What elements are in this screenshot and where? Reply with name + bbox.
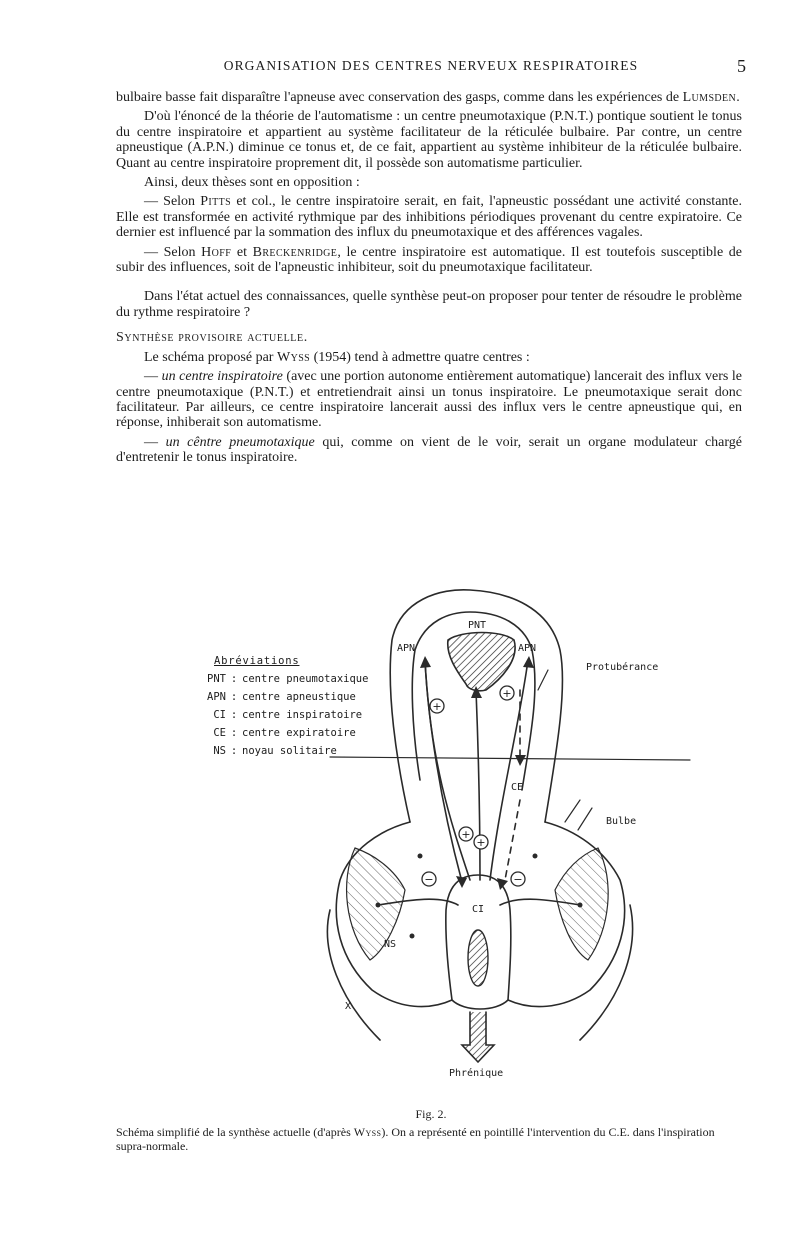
- sign-label: +: [502, 687, 512, 700]
- phrenic-nerve: [462, 1012, 494, 1062]
- pathway-apn-left-down: [425, 660, 462, 882]
- paragraph: — un cêntre pneumotaxique qui, comme on vient de le voir, serait un organe modulateur chargé d'entretenir le tonus inspiratoire.: [116, 434, 742, 466]
- paragraph: Le schéma proposé par Wyss (1954) tend à admettre quatre centres :: [144, 349, 530, 365]
- label-protuberance: Protubérance: [586, 662, 659, 673]
- author-name: Pitts: [200, 194, 232, 210]
- sign-label: −: [424, 873, 434, 886]
- paragraph: Ainsi, deux thèses sont en opposition :: [144, 175, 360, 191]
- pathway-center-up: [476, 690, 480, 880]
- running-header: [116, 56, 746, 80]
- protuberance-marker: [538, 670, 548, 690]
- label-apn-right: APN: [518, 643, 537, 654]
- bulbe-marker: [565, 800, 592, 830]
- legend-row: CE : centre expiratoire: [213, 727, 356, 739]
- author-name: Wyss: [353, 1125, 382, 1139]
- emphasis: un cêntre pneumotaxique: [165, 434, 315, 450]
- sign-label: +: [476, 836, 486, 849]
- legend-title: Abréviations: [214, 655, 300, 667]
- caption-text: Schéma simplifié de la synthèse actuelle (d'après Wyss). On a représenté en pointillé l'intervention du C.E. dans l'inspiration supra-normale.: [116, 1125, 715, 1153]
- figure-caption: [116, 1107, 746, 1153]
- nuclei-dots: [376, 854, 583, 939]
- legend-row: NS : noyau solitaire: [213, 745, 337, 757]
- section-heading: Synthèse provisoire actuelle.: [116, 330, 308, 346]
- paragraph: — Selon Hoff et Breckenridge, le centre inspiratoire est automatique. Il est toutefois susceptible de subir des influences, soit de l'apneustic inhibiteur, soit du pneumotaxique facilitateur.: [116, 244, 743, 276]
- pnt-region: [448, 633, 515, 691]
- pathway-ce-down-dashed: [505, 800, 520, 880]
- legend-row: APN : centre apneustique: [207, 691, 356, 703]
- paragraph: — Selon Pitts et col., le centre inspiratoire serait, en fait, l'apneustic possédant une activité constante. Elle est transformée en activité rythmique par des inhibitions périodiques provenant du centre expiratoire. Ce dernier est influencé par la sommation des influx du pneumotaxique et des afférences vagales.: [116, 194, 743, 241]
- label-apn-left: APN: [397, 643, 416, 654]
- paragraph: — un centre inspiratoire (avec une portion autonome entièrement automatique) lancerait des influx vers le centre pneumotaxique (P.N.T.) et entretiendrait ainsi un tonus inspiratoire. Le pneumotaxique serait donc facilitateur. Par ailleurs, ce centre inspiratoire lancerait aussi des influx vers le centre apneustique qui, en réponse, inhiberait son automatisme.: [116, 369, 743, 431]
- running-title: ORGANISATION DES CENTRES NERVEUX RESPIRATOIRES: [223, 58, 639, 73]
- figure-number: Fig. 2.: [415, 1107, 447, 1121]
- legend-row: CI : centre inspiratoire: [213, 709, 363, 721]
- sign-label: +: [432, 700, 442, 713]
- label-ce: CE: [511, 782, 524, 793]
- abbreviations-legend: [198, 652, 378, 760]
- emphasis: un centre inspiratoire: [161, 369, 283, 385]
- author-name: Lumsden: [682, 90, 737, 105]
- paragraph: Dans l'état actuel des connaissances, quelle synthèse peut-on proposer pour tenter de résoudre le problème du rythme respiratoire ?: [116, 289, 742, 320]
- paragraph: bulbaire basse fait disparaître l'apneuse avec conservation des gasps, comme dans les expériences de Lumsden.: [116, 90, 740, 105]
- label-ns: NS: [384, 939, 397, 950]
- sign-label: −: [513, 873, 523, 886]
- arrowheads: [420, 656, 534, 890]
- page-number: 5: [737, 56, 746, 76]
- ci-nucleus: [468, 930, 488, 986]
- body-text: [116, 90, 742, 470]
- label-ci: CI: [472, 904, 485, 915]
- paragraph: D'où l'énoncé de la théorie de l'automatisme : un centre pneumotaxique (P.N.T.) pontique soutient le tonus du centre inspiratoire et appartient au système facilitateur de la réticulée bulbaire. Par contre, un centre apneustique (A.P.N.) diminue ce tonus et, de ce fait, appartient au système inhibiteur de la réticulée bulbaire. Quant au centre inspiratoire proprement dit, il possède son automatisme particulier.: [116, 109, 742, 171]
- sign-label: +: [461, 828, 471, 841]
- legend-row: PNT : centre pneumotaxique: [207, 673, 369, 685]
- author-name: Breckenridge: [252, 244, 338, 260]
- label-phrenique: Phrénique: [449, 1068, 504, 1079]
- label-x: X: [345, 1001, 352, 1012]
- pathway-left-up: [425, 660, 470, 880]
- label-bulbe: Bulbe: [606, 816, 637, 827]
- author-name: Wyss: [276, 349, 311, 365]
- label-pnt: PNT: [468, 620, 487, 631]
- author-name: Hoff: [201, 244, 232, 260]
